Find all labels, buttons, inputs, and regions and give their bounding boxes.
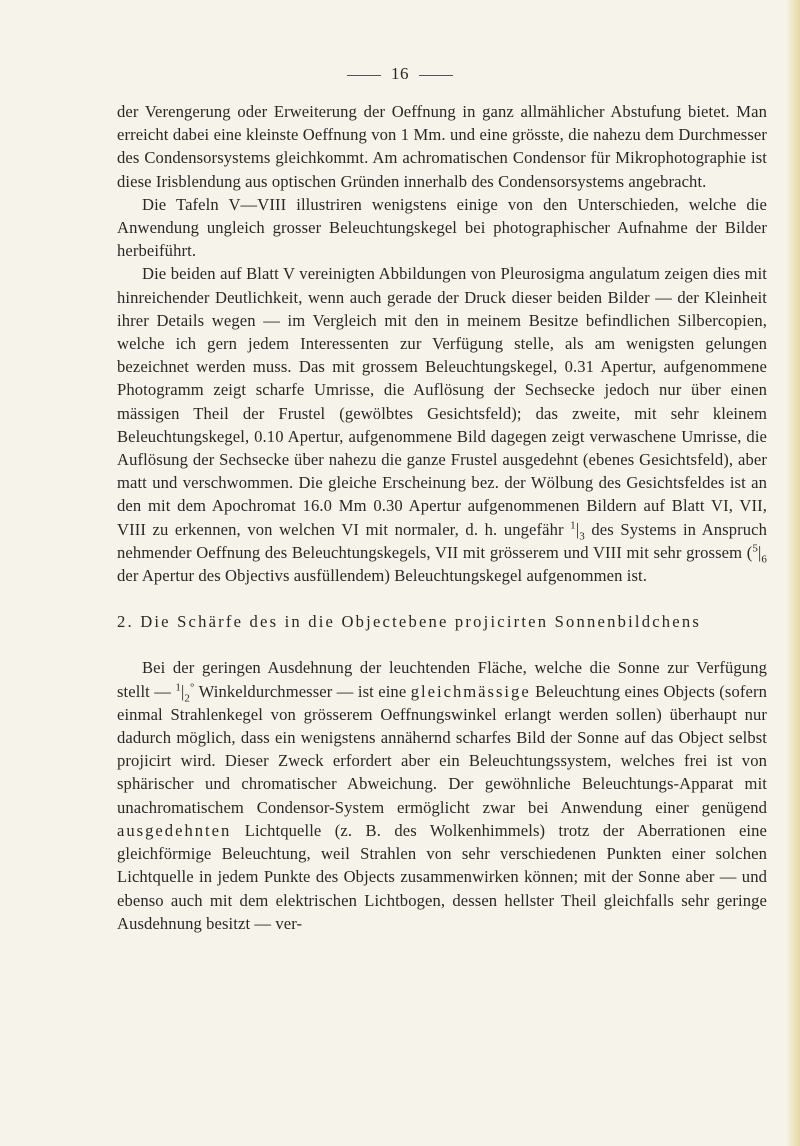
paragraph-4: Bei der geringen Ausdehnung der leuchtenden Fläche, welche die Sonne zur Verfügung stellt — $^1|_2^\circ$ Winkeldurchmesser — ist eine gleichmässige Beleuchtung eines Objects (sofern einmal Strahlenkegel von grösserem Oeffnungswinkel erlangt werden sollen) überhaupt nur dadurch möglich, dass ein wenigstens annähernd scharfes Bild der Sonne auf das Object selbst projicirt wird. Dieser Zweck erfordert aber ein Beleuchtungssystem, welches frei ist von sphärischer und chromatischer Abweichung. Der gewöhnliche Beleuchtungs-Apparat mit unachromatischem Condensor-System ermöglicht zwar bei Anwendung einer genügend ausgedehnten Lichtquelle (z. B. des Wolkenhimmels) trotz der Aberrationen eine gleichförmige Beleuchtung, weil Strahlen von sehr verschiedenen Punkten einer solchen Lichtquelle in jedem Punkte des Objects zusammenwirken können; mit der Sonne aber — und ebenso auch mit dem elektrischen Lichtbogen, dessen hellster Theil gleichfalls sehr geringe Ausdehnung besitzt — ver- [117,658,768,933]
paragraph-2: Die Tafeln V—VIII illustriren wenigstens einige von den Unterschieden, welche die Anwendung ungleich grosser Beleuchtungskegel bei photographischer Aufnahme der Bilder herbeiführt. [117,194,767,261]
paragraph-3: Die beiden auf Blatt V vereinigten Abbildungen von Pleurosigma angulatum zeigen dies mit hinreichender Deutlichkeit, wenn auch gerade der Druck dieser beiden Bilder — der Kleinheit ihrer Details wegen — im Vergleich mit den in meinem Besitze befindlichen Silbercopien, welche ich gern jedem Interessenten zur Verfügung stelle, als am wenigsten gelungen bezeichnet werden muss. Das mit grossem Beleuchtungskegel, 0.31 Apertur, aufgenommene Photogramm zeigt scharfe Umrisse, die Auflösung der Sechsecke jedoch nur über einen mässigen Theil der Frustel (gewölbtes Gesichtsfeld); das zweite, mit sehr kleinem Beleuchtungskegel, 0.10 Apertur, aufgenommene Bild dagegen zeigt verwaschene Umrisse, die Auflösung der Sechsecke über nahezu die ganze Frustel ausgedehnt (ebenes Gesichtsfeld), aber matt und verschwommen. Die gleiche Erscheinung bez. der Wölbung des Gesichtsfeldes ist an den mit dem Apochromat 16.0 Mm 0.30 Apertur aufgenommenen Bildern auf Blatt VI, VII, VIII zu erkennen, von welchen VI mit normaler, d. h. ungefähr $^1|_3$ des Systems in Anspruch nehmender Oeffnung des Beleuchtungskegels, VII mit grösserem und VIII mit sehr grossem ($^5|_6$ der Apertur des Objectivs ausfüllendem) Beleuchtungskegel aufgenommen ist. [117,264,768,586]
page-number: 16 [391,64,409,83]
body-text [117,100,767,935]
paragraph-1: der Verengerung oder Erweiterung der Oeffnung in ganz allmählicher Abstufung bietet. Man erreicht dabei eine kleinste Oeffnung von 1 Mm. und eine grösste, die nahezu dem Durchmesser des Condensorsystems gleichkommt. Am achromatischen Condensor für Mikrophotographie ist diese Irisblendung aus optischen Gründen innerhalb des Condensorsystems angebracht. [117,102,767,191]
emphasis-gleichmaessige: gleichmässige [410,681,531,701]
header-rule-right [419,75,453,76]
section-heading: 2. Die Schärfe des in die Objectebene projicirten Sonnenbildchens [117,612,701,632]
header-rule-left [347,75,381,76]
emphasis-ausgedehnten: ausgedehnten [117,820,232,840]
page-edge-shadow [786,0,800,1146]
page-header [0,64,800,84]
